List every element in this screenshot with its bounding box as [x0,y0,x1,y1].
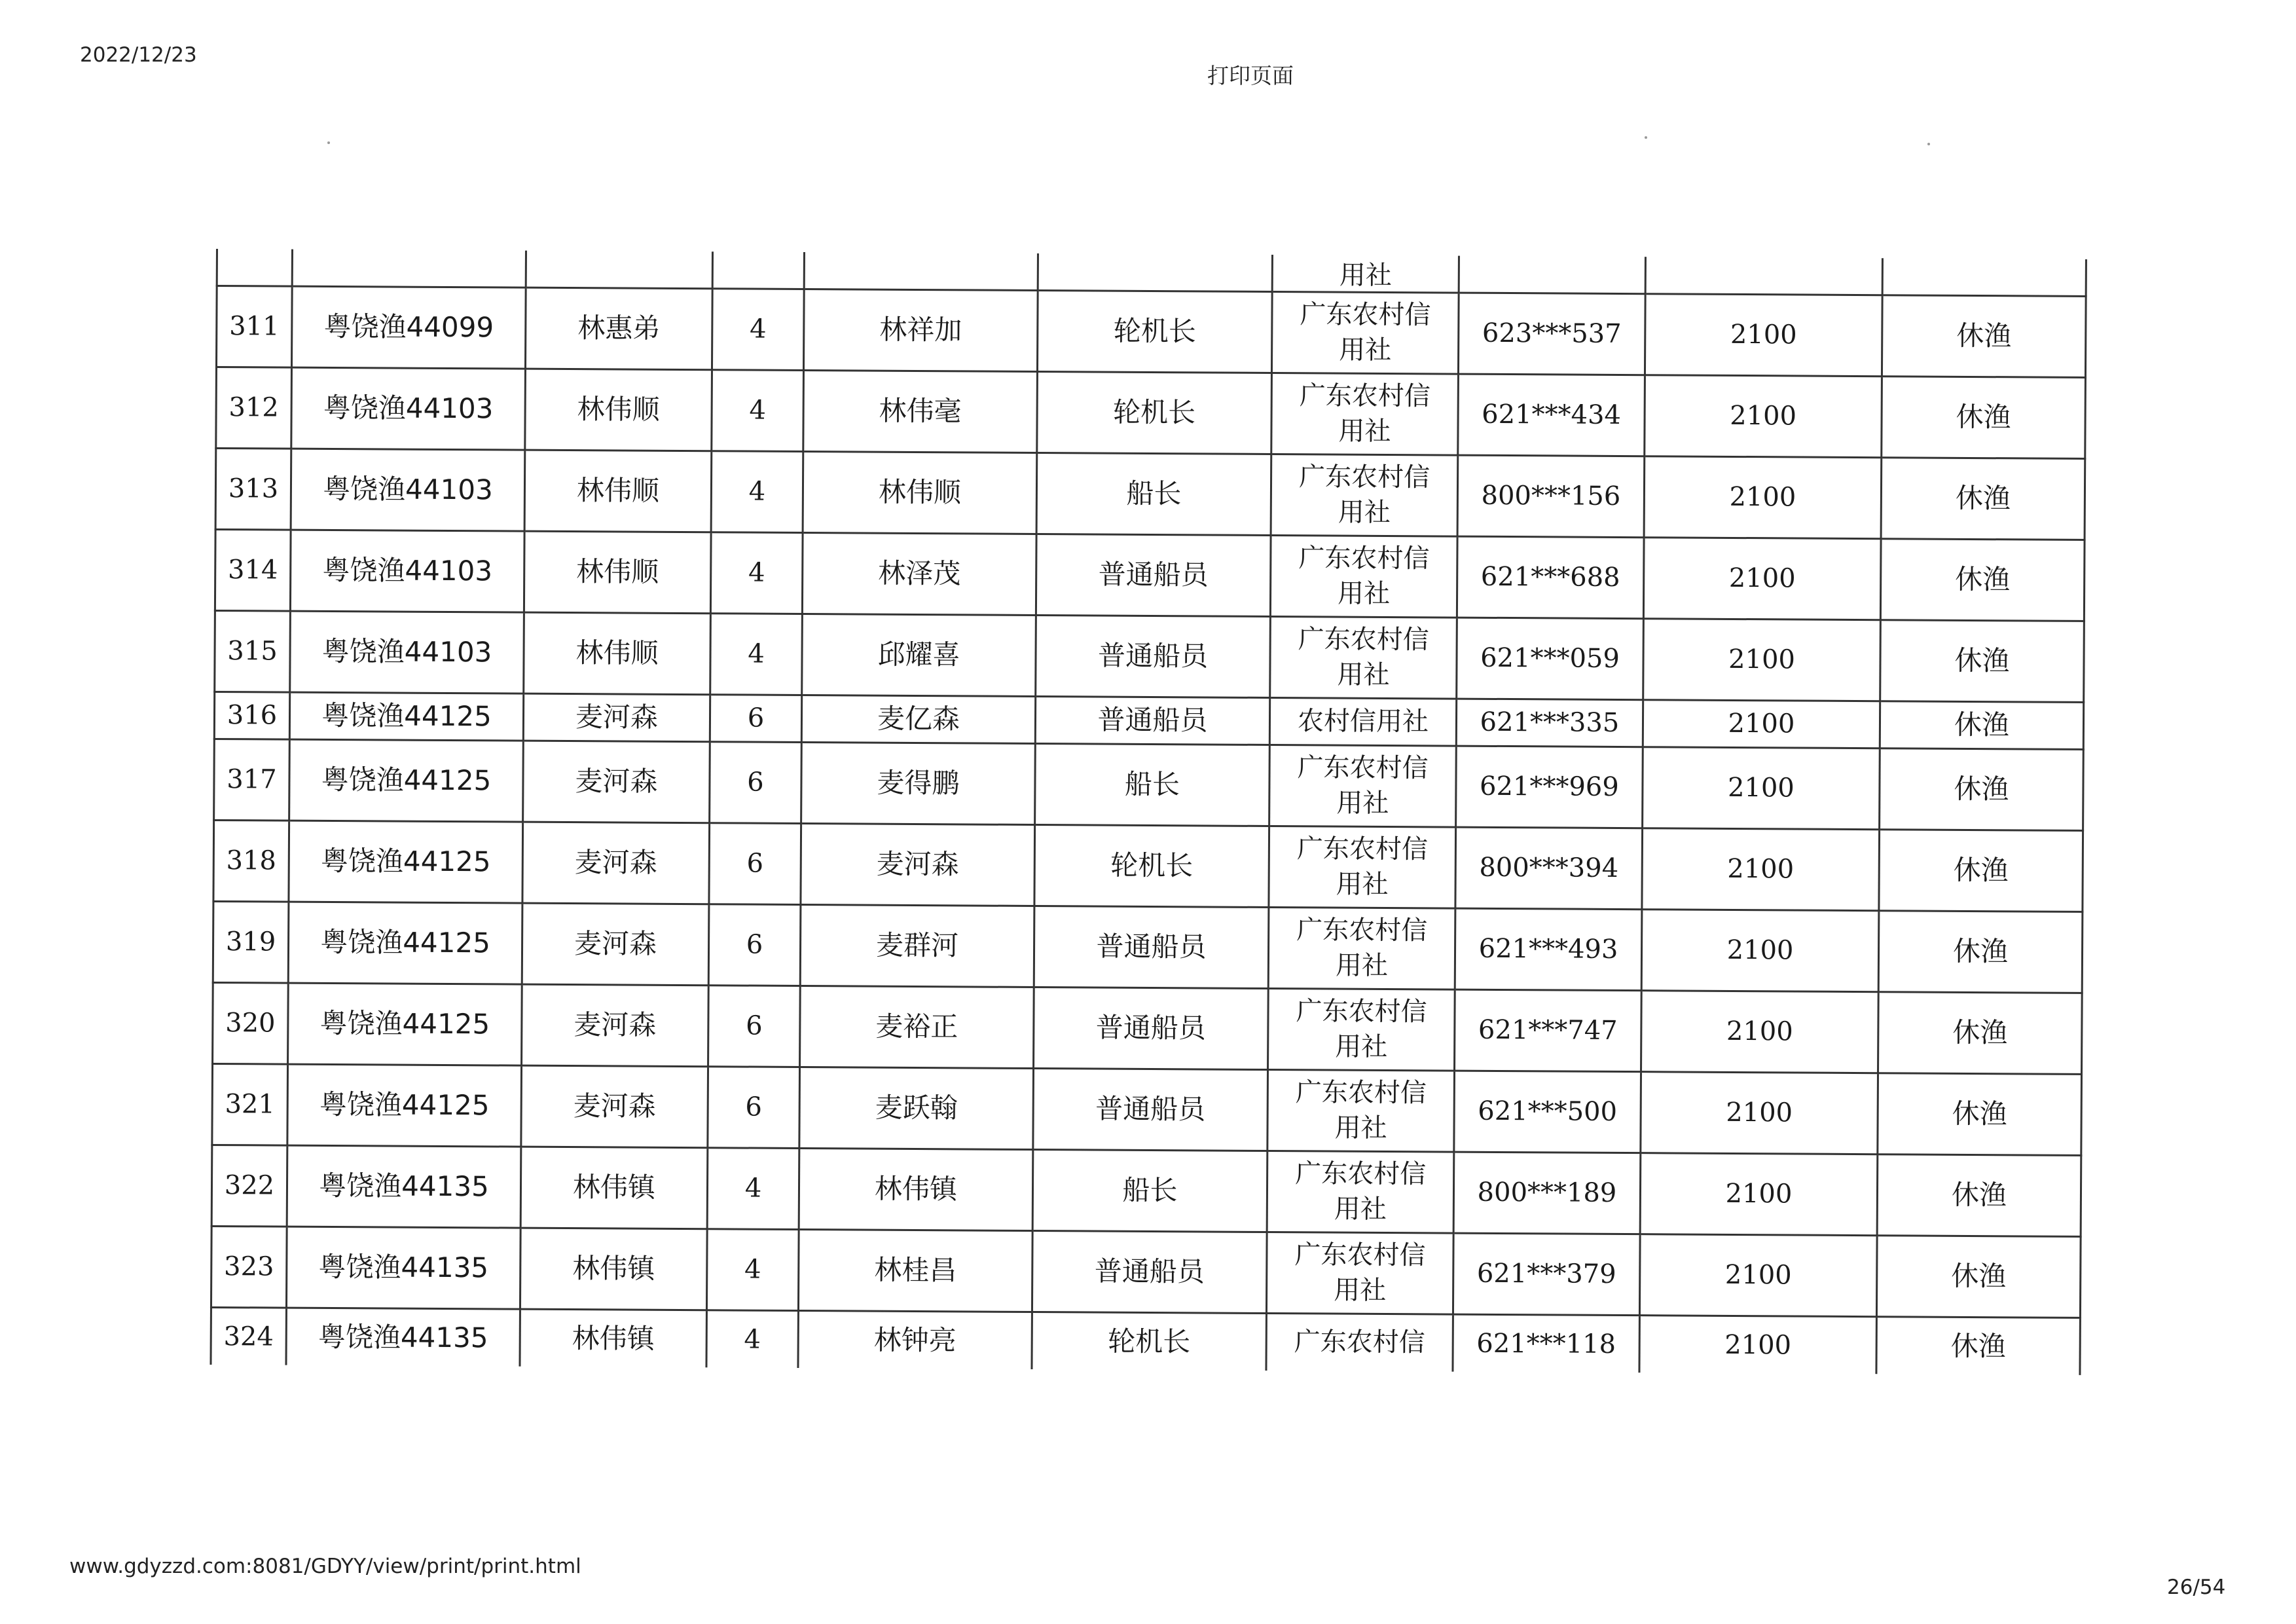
cell-amount: 2100 [1641,990,1879,1073]
cell-index: 312 [216,367,292,449]
cell-name: 林祥加 [803,289,1038,371]
table-row [211,1145,2081,1236]
cell-bank: 用社 [1272,255,1459,293]
cell-owner: 麦河森 [522,822,710,904]
cell-type: 休渔 [1880,701,2083,749]
cell-amount: 2100 [1643,747,1880,829]
cell-owner: 麦河森 [522,903,709,986]
cell-index: 322 [211,1145,287,1227]
table-row [216,286,2086,377]
cell-bank: 广东农村信 用社 [1270,535,1457,618]
cell-bank: 广东农村信 用社 [1271,291,1459,374]
cell-owner: 麦河森 [523,741,710,823]
scan-speck [327,141,330,144]
cell-owner: 林伟镇 [520,1147,708,1229]
cell-empty [1882,258,2086,296]
cell-role: 普通船员 [1033,1068,1268,1151]
cell-bank: 广东农村信 [1266,1313,1453,1372]
cell-type: 休渔 [1880,538,2085,621]
cell-role: 轮机长 [1032,1312,1266,1371]
cell-account: 800***189 [1453,1152,1641,1234]
table-row [215,529,2085,621]
cell-vessel: 粤饶渔44125 [288,983,522,1065]
cell-crew-count: 6 [710,741,802,823]
cell-name: 林泽茂 [802,532,1036,615]
cell-name: 麦得鹏 [801,742,1036,824]
cell-type: 休渔 [1880,619,2085,702]
cell-name: 林伟镇 [799,1148,1033,1230]
cell-type: 休渔 [1878,910,2083,993]
cell-index: 315 [215,610,291,692]
cell-type: 休渔 [1879,829,2083,912]
cell-index: 314 [215,529,291,611]
cell-type: 休渔 [1882,295,2086,377]
cell-owner: 林伟顺 [524,450,712,532]
cell-name: 林伟顺 [803,451,1037,534]
cell-account: 621***335 [1456,699,1643,747]
cell-index: 324 [211,1307,286,1365]
cell-empty [712,251,804,289]
cell-type: 休渔 [1880,748,2084,830]
table-row [213,901,2083,993]
scan-speck [1927,143,1930,145]
cell-account: 623***537 [1458,293,1645,375]
cell-crew-count: 6 [709,822,801,904]
cell-type: 休渔 [1876,1316,2080,1375]
cell-crew-count: 4 [706,1310,798,1368]
cell-bank: 广东农村信 用社 [1271,454,1458,536]
cell-role: 普通船员 [1032,1230,1267,1313]
cell-bank: 广东农村信 用社 [1266,1232,1453,1314]
table-row [212,1063,2082,1155]
cell-vessel: 粤饶渔44135 [287,1145,521,1228]
cell-owner: 麦河森 [522,984,709,1067]
cell-role: 轮机长 [1037,290,1272,373]
cell-name: 麦群河 [800,904,1034,987]
cell-owner: 林伟顺 [524,531,711,614]
cell-role: 普通船员 [1036,615,1271,697]
cell-vessel: 粤饶渔44103 [290,530,524,612]
table-row [215,610,2085,702]
cell-vessel: 粤饶渔44125 [288,902,522,984]
cell-role: 船长 [1036,452,1271,535]
cell-crew-count: 4 [710,532,803,614]
cell-amount: 2100 [1641,909,1879,991]
cell-vessel: 粤饶渔44125 [289,739,524,822]
table-row [211,1307,2080,1375]
cell-bank: 农村信用社 [1269,697,1456,746]
cell-account: 621***500 [1454,1071,1641,1153]
cell-bank: 广东农村信 用社 [1270,616,1457,699]
table-row [215,448,2085,540]
cell-owner: 林伟顺 [525,369,712,451]
cell-index: 319 [213,901,289,983]
cell-bank: 广东农村信 用社 [1267,1069,1455,1152]
table-row [216,367,2086,458]
cell-amount: 2100 [1639,1315,1876,1374]
cell-account: 800***156 [1457,455,1645,538]
cell-bank: 广东农村信 用社 [1268,988,1455,1071]
cell-index: 323 [211,1226,287,1308]
cell-account: 621***379 [1453,1233,1640,1316]
cell-empty [1038,253,1272,291]
cell-owner: 林伟顺 [524,612,711,695]
cell-crew-count: 4 [707,1147,799,1229]
cell-empty [292,249,526,287]
cell-role: 普通船员 [1034,906,1269,988]
cell-account: 800***394 [1455,827,1643,910]
table-row [213,820,2083,912]
cell-account: 621***059 [1457,618,1644,700]
subsidy-table [210,249,2086,1375]
cell-crew-count: 4 [710,613,803,695]
cell-amount: 2100 [1645,375,1882,457]
cell-empty [217,249,292,286]
cell-amount: 2100 [1639,1234,1877,1316]
cell-name: 麦河森 [801,823,1035,906]
cell-crew-count: 4 [711,451,803,532]
cell-crew-count: 4 [712,369,804,451]
cell-index: 317 [214,739,290,821]
cell-amount: 2100 [1645,293,1882,376]
cell-role: 普通船员 [1034,987,1269,1069]
cell-bank: 广东农村信 用社 [1268,907,1455,989]
cell-vessel: 粤饶渔44125 [289,692,523,741]
cell-vessel: 粤饶渔44103 [291,367,526,450]
cell-owner: 林惠弟 [525,287,712,370]
cell-type: 休渔 [1877,1154,2081,1236]
table-container [210,249,2085,1375]
cell-amount: 2100 [1641,1071,1878,1154]
cell-amount: 2100 [1640,1153,1878,1235]
cell-type: 休渔 [1878,991,2083,1074]
cell-role: 轮机长 [1037,371,1272,454]
cell-bank: 广东农村信 用社 [1269,745,1457,827]
cell-name: 林伟毫 [803,370,1038,452]
cell-name: 邱耀喜 [802,614,1036,696]
cell-account: 621***434 [1458,374,1645,456]
cell-index: 316 [214,692,289,739]
cell-empty [526,251,712,289]
cell-index: 321 [212,1063,288,1145]
cell-crew-count: 4 [712,288,804,370]
cell-account: 621***747 [1455,989,1642,1072]
page-url: www.gdyzzd.com:8081/GDYY/view/print/print.html [69,1555,581,1578]
cell-bank: 广东农村信 用社 [1267,1151,1454,1233]
cell-amount: 2100 [1644,456,1882,538]
cell-vessel: 粤饶渔44099 [291,286,526,369]
cell-name: 麦亿森 [801,695,1035,743]
cell-type: 休渔 [1878,1073,2082,1155]
cell-vessel: 粤饶渔44103 [291,449,525,531]
cell-vessel: 粤饶渔44125 [289,821,523,903]
cell-empty [1459,256,1645,294]
cell-index: 313 [215,448,291,530]
cell-name: 林钟亮 [798,1310,1032,1369]
cell-bank: 广东农村信 用社 [1271,373,1459,455]
cell-owner: 麦河森 [523,693,710,742]
page-number: 26/54 [2167,1576,2226,1599]
cell-type: 休渔 [1881,457,2085,540]
cell-index: 311 [216,286,292,367]
cell-empty [804,252,1038,290]
cell-role: 轮机长 [1034,824,1269,907]
table-body [211,249,2086,1375]
cell-account: 621***493 [1455,908,1642,991]
cell-crew-count: 6 [708,1066,800,1148]
cell-amount: 2100 [1643,537,1881,619]
cell-amount: 2100 [1643,699,1880,748]
cell-vessel: 粤饶渔44125 [287,1064,522,1147]
cell-vessel: 粤饶渔44135 [286,1227,520,1309]
cell-owner: 麦河森 [521,1065,708,1148]
page-title: 打印页面 [1207,63,1294,88]
cell-account: 621***688 [1457,536,1644,619]
table-row [213,982,2083,1074]
cell-crew-count: 6 [708,985,801,1067]
cell-role: 船长 [1035,743,1270,826]
cell-type: 休渔 [1882,376,2086,458]
cell-owner: 林伟镇 [520,1309,706,1368]
print-date: 2022/12/23 [80,43,197,67]
cell-role: 普通船员 [1035,696,1269,745]
cell-empty [1645,257,1882,295]
cell-role: 船长 [1032,1149,1267,1232]
cell-role: 普通船员 [1036,534,1271,616]
cell-name: 林桂昌 [798,1229,1032,1312]
cell-type: 休渔 [1876,1235,2081,1318]
cell-crew-count: 6 [710,694,801,742]
cell-vessel: 粤饶渔44103 [290,611,524,693]
cell-amount: 2100 [1642,828,1880,910]
cell-name: 麦跃翰 [799,1067,1034,1149]
cell-vessel: 粤饶渔44135 [286,1308,520,1367]
cell-amount: 2100 [1643,618,1881,701]
cell-account: 621***969 [1456,746,1643,828]
cell-account: 621***118 [1453,1314,1639,1373]
cell-owner: 林伟镇 [520,1228,707,1310]
scan-speck [1645,136,1647,139]
cell-index: 320 [213,982,289,1064]
cell-name: 麦裕正 [800,986,1034,1068]
table-row [214,739,2084,830]
cell-crew-count: 6 [708,904,801,986]
cell-index: 318 [213,820,289,902]
table-row [211,1226,2081,1318]
cell-crew-count: 4 [706,1228,799,1310]
cell-bank: 广东农村信 用社 [1269,826,1456,908]
